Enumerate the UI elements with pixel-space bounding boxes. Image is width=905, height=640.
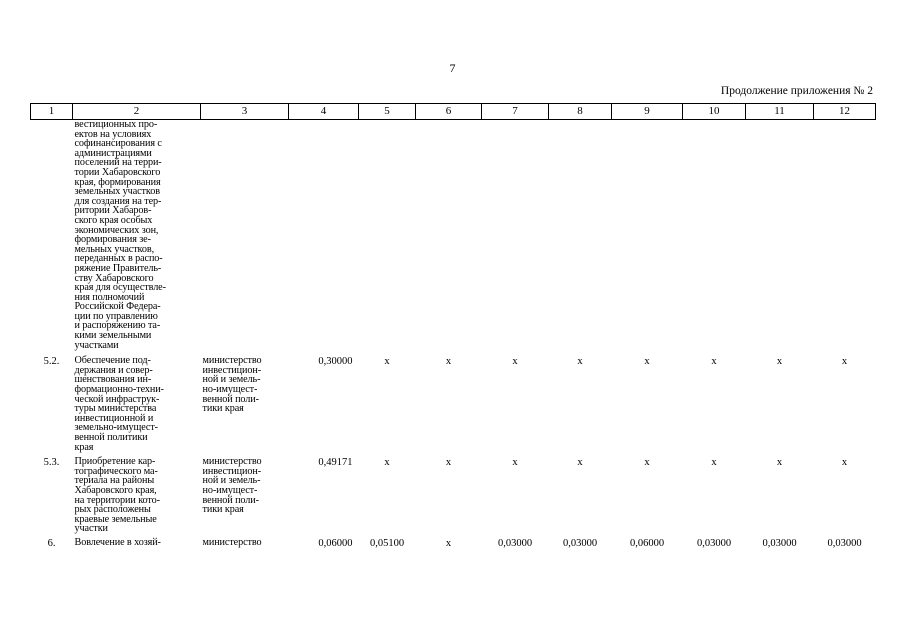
table-header-row <box>31 104 876 120</box>
executor: министерство инвестицион- ной и земель- но-имущест- венной поли- тики края <box>202 456 262 516</box>
value-cell <box>612 120 683 351</box>
value-cell: x <box>841 356 848 368</box>
measure-name: Вовлечение в хозяй- <box>74 536 161 548</box>
value-cell: 0,30000 <box>318 356 353 368</box>
row-number: 5.2. <box>43 356 60 368</box>
header-cell: 11 <box>746 104 814 120</box>
header-cell: 7 <box>482 104 549 120</box>
value-cell: 0,06000 <box>318 537 353 549</box>
value-cell: 0,03000 <box>827 537 862 549</box>
measure-name: Приобретение кар- тографического ма- териала на районы Хабаровского края, на территории кото- рых расположены краевые земельные участки <box>74 456 160 535</box>
value-cell: 0,03000 <box>497 537 533 549</box>
executor <box>201 120 289 351</box>
executor: министерство <box>202 536 262 548</box>
header-cell: 4 <box>289 104 359 120</box>
value-cell: x <box>644 457 650 469</box>
value-cell: x <box>711 356 717 368</box>
value-cell: x <box>512 457 518 469</box>
value-cell: 0,03000 <box>562 537 598 549</box>
table-row <box>31 534 876 550</box>
value-cell: x <box>776 356 783 368</box>
value-cell <box>814 120 876 351</box>
header-cell: 5 <box>359 104 416 120</box>
value-cell: x <box>445 457 452 469</box>
header-cell: 8 <box>549 104 612 120</box>
row-number: 6. <box>47 537 56 549</box>
header-cell: 10 <box>683 104 746 120</box>
header-cell: 3 <box>201 104 289 120</box>
value-cell <box>416 120 482 351</box>
row-number: 5.3. <box>43 457 60 469</box>
measure-name: вестиционных про- ектов на условиях софинансирования с администрациями поселений на терри- тории Хабаровского края, формирования земельных участков для создания на тер- ритории Хабаров- ского края особых экономических зон, формирования зе- мельных участков, переданных в распо- ряжение Правитель- ству Хабаровского края для осуществле- ния полномочий Российской Федера- ции по управлению и распоряжению та- кими земельными участками <box>74 119 166 351</box>
header-cell: 12 <box>814 104 876 120</box>
value-cell: x <box>841 457 848 469</box>
value-cell: x <box>776 457 783 469</box>
value-cell: x <box>711 457 717 469</box>
program-table <box>30 103 876 550</box>
value-cell: 0,49171 <box>318 457 353 469</box>
value-cell: x <box>384 457 390 469</box>
table-row <box>31 452 876 534</box>
measure-name: Обеспечение под- держания и совер- шенствования ин- формационно-техни- ческой инфраструк- туры министерства инвестиционной и земельно-имущест- венной политики края <box>74 355 164 453</box>
table-row <box>31 350 876 452</box>
continuation-label: Продолжение приложения № 2 <box>720 85 873 97</box>
value-cell <box>482 120 549 351</box>
value-cell: 0,05100 <box>369 537 405 549</box>
row-number <box>31 120 73 351</box>
value-cell <box>359 120 416 351</box>
header-cell: 1 <box>31 104 73 120</box>
value-cell: x <box>512 356 518 368</box>
value-cell <box>289 120 359 351</box>
value-cell: x <box>445 356 452 368</box>
value-cell: x <box>445 537 452 549</box>
header-cell: 2 <box>73 104 201 120</box>
value-cell: 0,03000 <box>762 537 797 549</box>
value-cell: x <box>384 356 390 368</box>
value-cell <box>549 120 612 351</box>
value-cell: 0,03000 <box>696 537 732 549</box>
value-cell <box>746 120 814 351</box>
header-cell: 6 <box>416 104 482 120</box>
value-cell: x <box>644 356 650 368</box>
page-number: 7 <box>449 61 456 75</box>
value-cell: x <box>577 457 583 469</box>
table-row <box>31 120 876 351</box>
value-cell: x <box>577 356 583 368</box>
executor: министерство инвестицион- ной и земель- но-имущест- венной поли- тики края <box>202 355 262 415</box>
header-cell: 9 <box>612 104 683 120</box>
value-cell <box>683 120 746 351</box>
value-cell: 0,06000 <box>629 537 665 549</box>
